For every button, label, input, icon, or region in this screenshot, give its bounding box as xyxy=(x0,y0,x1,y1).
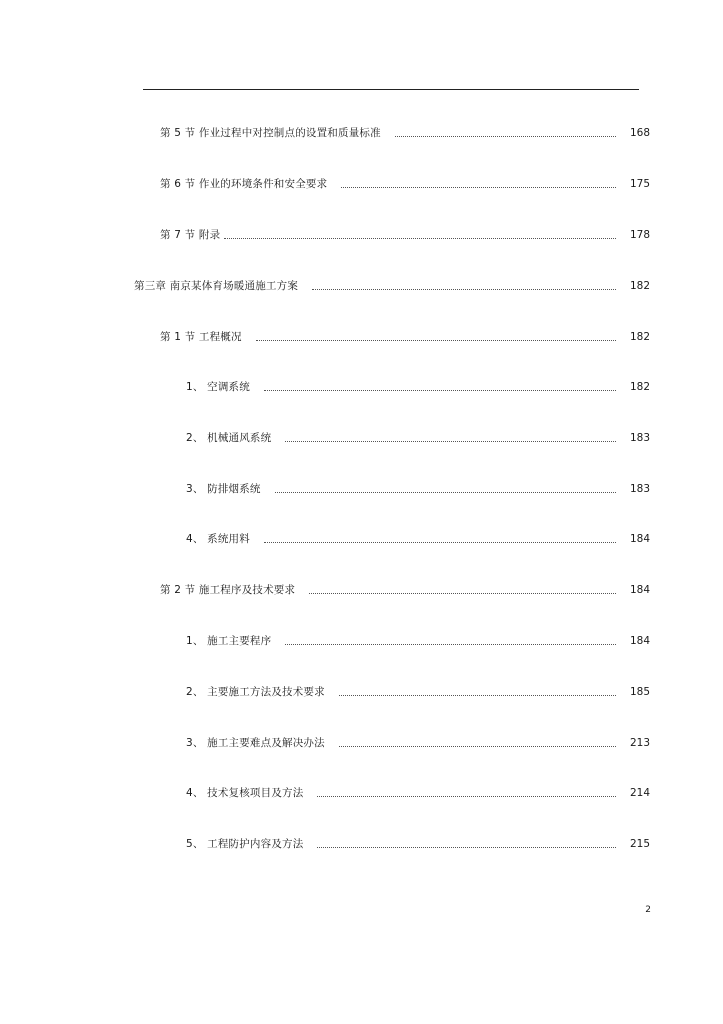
toc-entry-label: 第 6 节 作业的环境条件和安全要求 xyxy=(160,178,328,190)
dot-leader xyxy=(339,746,616,747)
dot-leader xyxy=(275,492,616,493)
toc-page-number: 214 xyxy=(629,787,650,799)
dot-leader xyxy=(256,340,616,341)
dot-leader xyxy=(317,847,616,848)
toc-entry-label: 第三章 南京某体育场暖通施工方案 xyxy=(134,280,299,292)
toc-page-number: 183 xyxy=(629,432,650,444)
toc-entry-label: 4、 技术复核项目及方法 xyxy=(186,787,304,799)
toc-page-number: 213 xyxy=(629,737,650,749)
toc-entry[interactable] xyxy=(134,275,650,293)
toc-page-number: 168 xyxy=(629,127,650,139)
toc-page-number: 182 xyxy=(629,331,650,343)
toc-entry-label: 3、 施工主要难点及解决办法 xyxy=(186,737,325,749)
toc-page-number: 184 xyxy=(629,584,650,596)
toc-page-number: 175 xyxy=(629,178,650,190)
dot-leader xyxy=(264,390,616,391)
toc-page-number: 184 xyxy=(629,533,650,545)
toc-entry[interactable] xyxy=(160,326,650,344)
toc-entry[interactable] xyxy=(186,427,650,445)
dot-leader xyxy=(395,136,616,137)
toc-entry[interactable] xyxy=(160,579,650,597)
toc-entry-label: 第 7 节 附录 xyxy=(160,229,221,241)
toc-entry[interactable] xyxy=(186,732,650,750)
toc-page-number: 183 xyxy=(629,483,650,495)
toc-entry[interactable] xyxy=(186,528,650,546)
toc-entry-label: 2、 机械通风系统 xyxy=(186,432,272,444)
dot-leader xyxy=(312,289,616,290)
toc-entry[interactable] xyxy=(186,782,650,800)
toc-page-number: 182 xyxy=(629,280,650,292)
toc-entry[interactable] xyxy=(160,224,650,242)
toc-entry[interactable] xyxy=(186,681,650,699)
dot-leader xyxy=(341,187,616,188)
toc-entry[interactable] xyxy=(186,630,650,648)
dot-leader xyxy=(285,644,616,645)
header-rule xyxy=(143,89,639,90)
toc-entry-label: 2、 主要施工方法及技术要求 xyxy=(186,686,325,698)
dot-leader xyxy=(339,695,616,696)
toc-entry-label: 第 1 节 工程概况 xyxy=(160,331,242,343)
footer-page-number: 2 xyxy=(645,905,651,915)
toc-page-number: 182 xyxy=(629,381,650,393)
toc-entry[interactable] xyxy=(186,478,650,496)
toc-page-number: 184 xyxy=(629,635,650,647)
toc-entry-label: 第 2 节 施工程序及技术要求 xyxy=(160,584,296,596)
toc-entry-label: 4、 系统用料 xyxy=(186,533,250,545)
toc-entry-label: 第 5 节 作业过程中对控制点的设置和质量标准 xyxy=(160,127,381,139)
toc-entry[interactable] xyxy=(186,376,650,394)
toc-entry-label: 1、 施工主要程序 xyxy=(186,635,272,647)
toc-page-number: 178 xyxy=(629,229,650,241)
dot-leader xyxy=(285,441,616,442)
dot-leader xyxy=(264,542,616,543)
dot-leader xyxy=(309,593,616,594)
dot-leader xyxy=(317,796,616,797)
toc-page-number: 215 xyxy=(629,838,650,850)
toc-entry[interactable] xyxy=(160,122,650,140)
toc-entry-label: 3、 防排烟系统 xyxy=(186,483,261,495)
toc-entry-label: 1、 空调系统 xyxy=(186,381,250,393)
toc-entry-label: 5、 工程防护内容及方法 xyxy=(186,838,304,850)
toc-page-number: 185 xyxy=(629,686,650,698)
toc-entry[interactable] xyxy=(186,833,650,851)
dot-leader xyxy=(224,238,616,239)
toc-entry[interactable] xyxy=(160,173,650,191)
